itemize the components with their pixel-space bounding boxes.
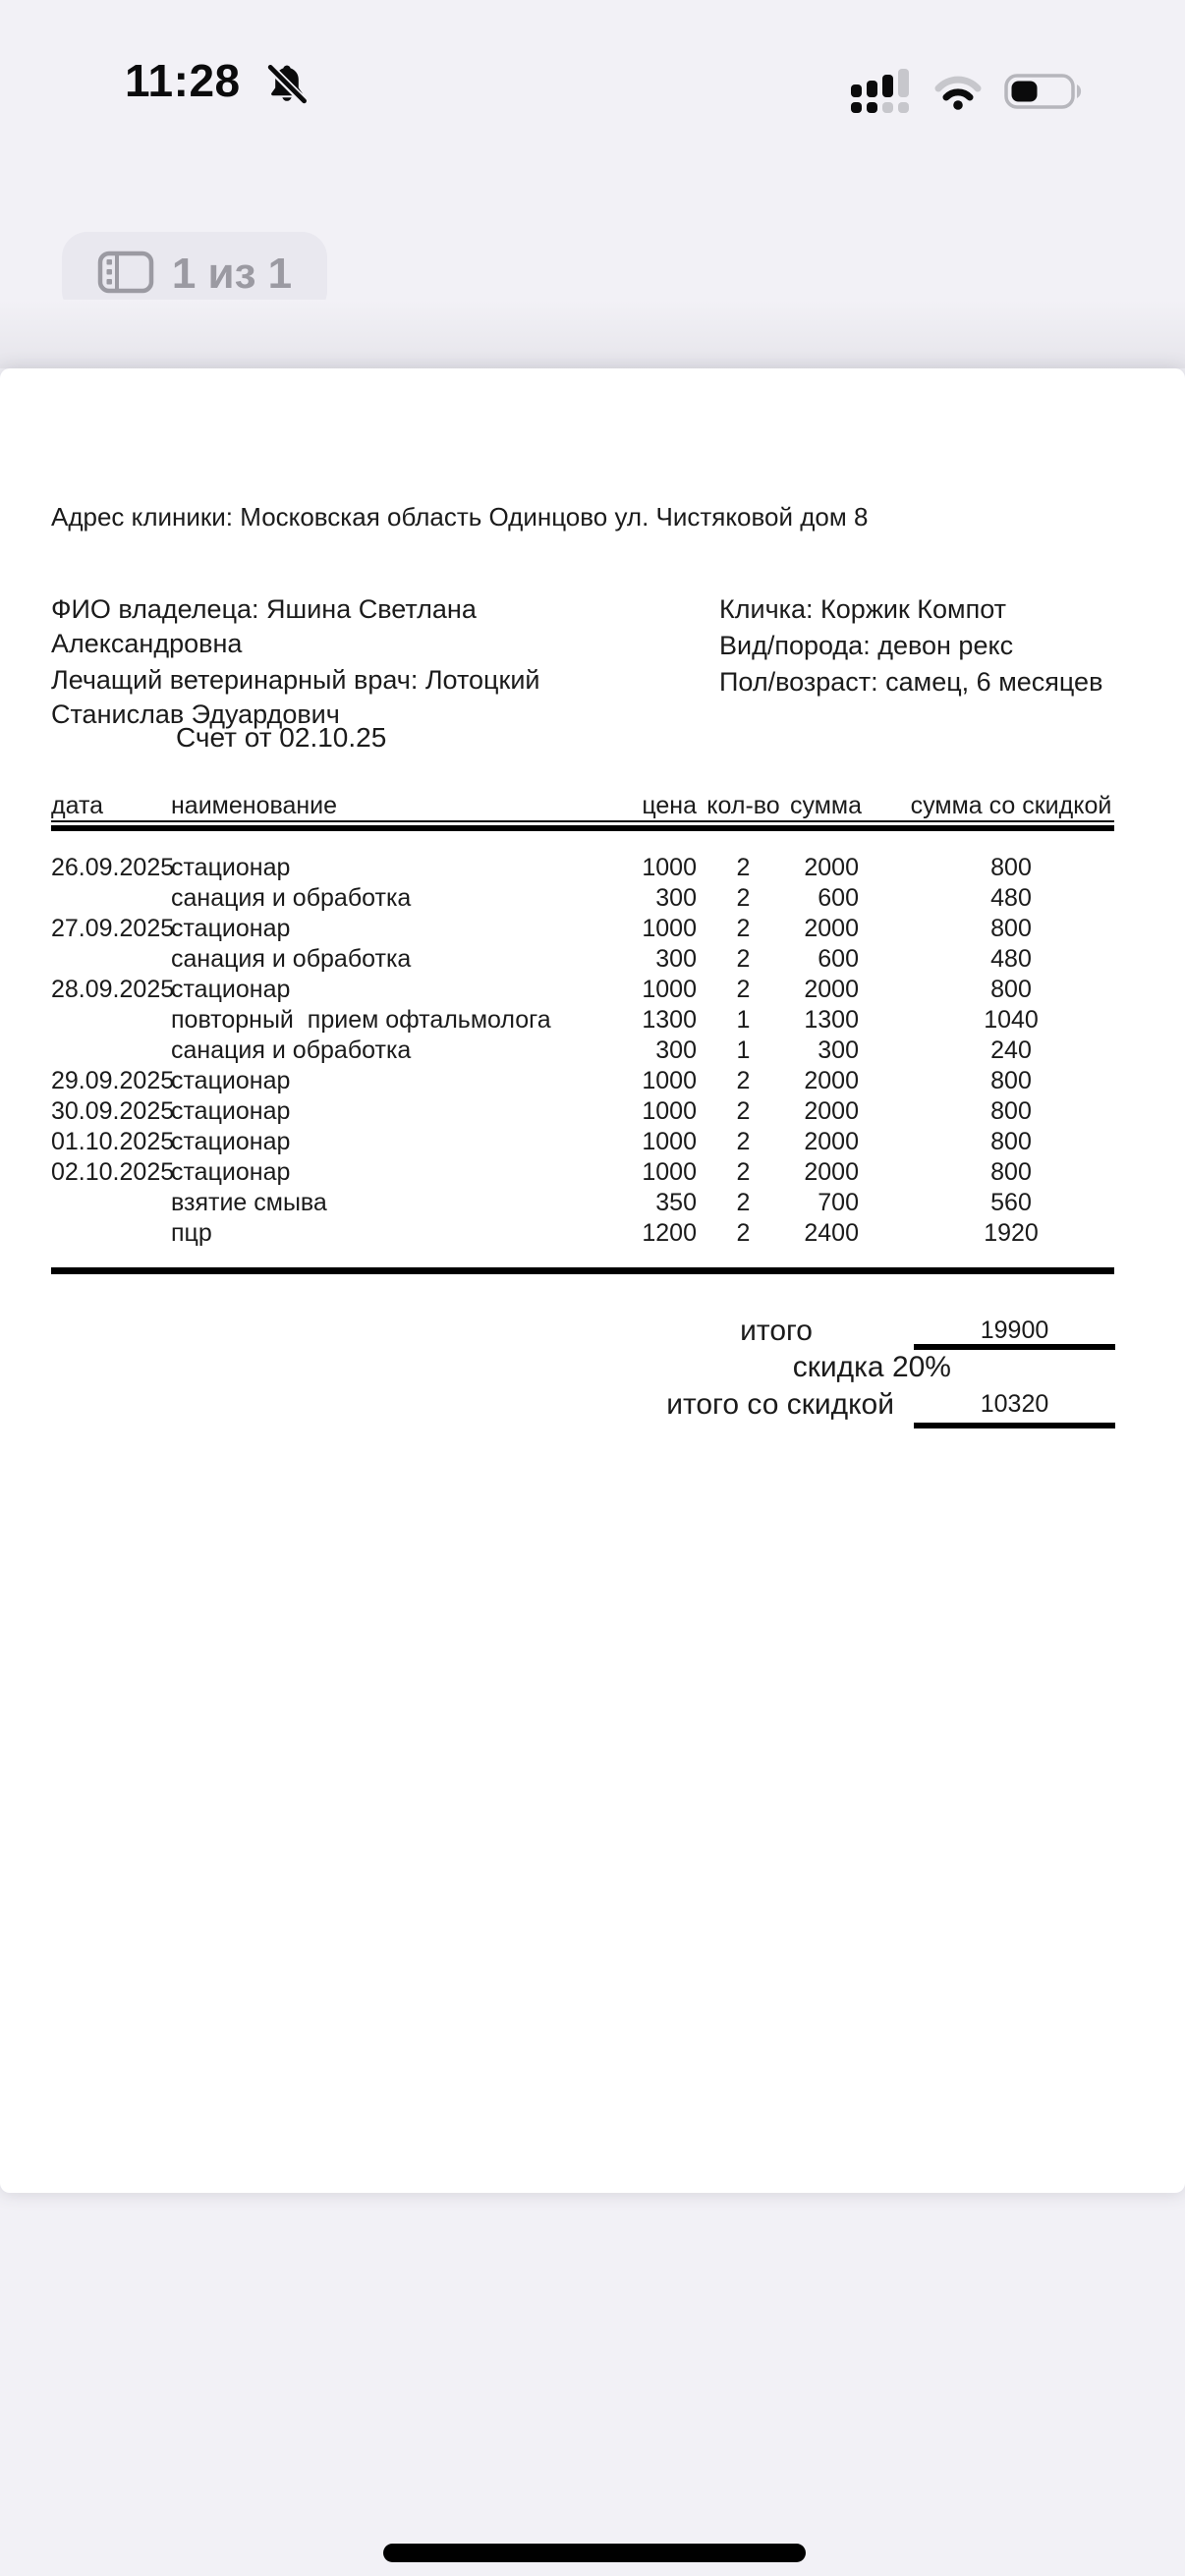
pet-info-block [719,592,1152,701]
cell-date: 27.09.2025 [51,915,175,942]
table-row [51,1218,1114,1249]
cell-sum: 2400 [804,1219,859,1247]
cell-price: 1300 [642,1006,697,1034]
table-header-row [51,791,1114,822]
cell-price: 1200 [642,1219,697,1247]
invoice-title: Счет от 02.10.25 [176,722,387,753]
page-thumbnails-icon [97,251,154,299]
table-row [51,975,1114,1005]
cell-price: 300 [655,1036,697,1064]
cell-sum: 300 [818,1036,859,1064]
clinic-address: Адрес клиники: Московская область Одинцово ул. Чистяковой дом 8 [51,502,869,532]
table-row [51,1127,1114,1157]
cell-qty: 2 [736,1067,751,1094]
cell-disc: 800 [990,1158,1032,1186]
table-row [51,1005,1114,1036]
cell-qty: 2 [736,1128,751,1155]
home-indicator[interactable] [383,2544,806,2562]
table-row [51,944,1114,975]
header-date: дата [51,792,104,819]
page-top-shadow [0,300,1185,368]
cell-qty: 1 [736,1006,751,1034]
discount-label: скидка 20% [792,1351,951,1383]
cell-name: стационар [171,1158,291,1186]
owner-name-line: ФИО владелеца: Яшина Светлана Александровна [51,594,477,658]
cell-qty: 2 [736,976,751,1003]
cell-disc: 1920 [984,1219,1039,1247]
cell-qty: 2 [736,1158,751,1186]
pet-sex-age-line: Пол/возраст: самец, 6 месяцев [719,667,1103,697]
header-qty: кол-во [706,792,780,819]
header-discounted: сумма со скидкой [910,792,1112,819]
total-label: итого [740,1315,813,1347]
cell-disc: 480 [990,945,1032,973]
table-header-rule [51,825,1114,831]
pet-breed-line: Вид/порода: девон рекс [719,631,1014,660]
cell-price: 300 [655,884,697,912]
table-bottom-rule [51,1267,1114,1274]
cell-qty: 2 [736,854,751,881]
cell-qty: 2 [736,1219,751,1247]
header-sum: сумма [790,792,862,819]
cell-sum: 2000 [804,1128,859,1155]
cell-sum: 2000 [804,1158,859,1186]
cell-qty: 2 [736,1189,751,1216]
table-row [51,1157,1114,1188]
pdf-page[interactable] [0,368,1185,2193]
cell-date: 02.10.2025 [51,1158,175,1186]
bell-slash-icon [263,61,310,113]
battery-icon [1004,72,1087,116]
cell-disc: 240 [990,1036,1032,1064]
discounted-total-label: итого со скидкой [666,1388,894,1421]
cell-price: 300 [655,945,697,973]
cell-sum: 2000 [804,1097,859,1125]
total-value: 19900 [980,1316,1049,1344]
cell-name: стационар [171,976,291,1003]
cell-price: 1000 [642,1128,697,1155]
cell-name: стационар [171,1128,291,1155]
cell-name: взятие смыва [171,1189,327,1216]
cell-disc: 800 [990,1067,1032,1094]
cell-price: 1000 [642,1158,697,1186]
cell-sum: 2000 [804,915,859,942]
invoice-table [51,791,1114,1249]
cell-name: санация и обработка [171,945,412,973]
cell-date: 29.09.2025 [51,1067,175,1094]
cell-disc: 800 [990,1128,1032,1155]
cell-price: 1000 [642,915,697,942]
cell-name: стационар [171,1067,291,1094]
cell-disc: 800 [990,1097,1032,1125]
cell-sum: 1300 [804,1006,859,1034]
owner-info-block [51,592,660,734]
table-row [51,883,1114,914]
cell-disc: 1040 [984,1006,1039,1034]
header-price: цена [642,792,697,819]
header-name: наименование [171,792,338,819]
wifi-icon [933,73,983,115]
pet-name-line: Кличка: Коржик Компот [719,594,1006,624]
cell-sum: 2000 [804,854,859,881]
cell-price: 1000 [642,854,697,881]
table-row [51,1036,1114,1066]
cell-sum: 2000 [804,1067,859,1094]
cell-name: санация и обработка [171,884,412,912]
cell-date: 01.10.2025 [51,1128,175,1155]
total-underline [914,1344,1115,1350]
cell-price: 350 [655,1189,697,1216]
cell-name: повторный прием офтальмолога [171,1006,551,1034]
cell-name: стационар [171,915,291,942]
discounted-total-underline [914,1423,1115,1428]
cell-name: пцр [171,1219,212,1247]
status-time: 11:28 [125,55,241,106]
cell-qty: 1 [736,1036,751,1064]
cell-name: санация и обработка [171,1036,412,1064]
cell-date: 30.09.2025 [51,1097,175,1125]
cell-name: стационар [171,1097,291,1125]
page-indicator-label: 1 из 1 [171,250,293,298]
cell-disc: 800 [990,915,1032,942]
cell-date: 26.09.2025 [51,854,175,881]
table-row [51,1188,1114,1218]
cellular-signal-icon [851,69,912,119]
cell-qty: 2 [736,1097,751,1125]
cell-date: 28.09.2025 [51,976,175,1003]
table-body [51,853,1114,1249]
cell-sum: 600 [818,945,859,973]
table-row [51,914,1114,944]
cell-price: 1000 [642,1067,697,1094]
cell-disc: 800 [990,854,1032,881]
cell-sum: 700 [818,1189,859,1216]
cell-price: 1000 [642,976,697,1003]
cell-qty: 2 [736,915,751,942]
cell-sum: 600 [818,884,859,912]
table-row [51,853,1114,883]
cell-disc: 800 [990,976,1032,1003]
vet-name-line: Лечащий ветеринарный врач: Лотоцкий Станислав Эдуардович [51,665,540,729]
cell-name: стационар [171,854,291,881]
status-bar [0,0,1185,128]
discounted-total-value: 10320 [980,1390,1049,1418]
cell-disc: 560 [990,1189,1032,1216]
cell-qty: 2 [736,884,751,912]
cell-qty: 2 [736,945,751,973]
cell-sum: 2000 [804,976,859,1003]
table-row [51,1066,1114,1096]
cell-price: 1000 [642,1097,697,1125]
cell-disc: 480 [990,884,1032,912]
table-row [51,1096,1114,1127]
